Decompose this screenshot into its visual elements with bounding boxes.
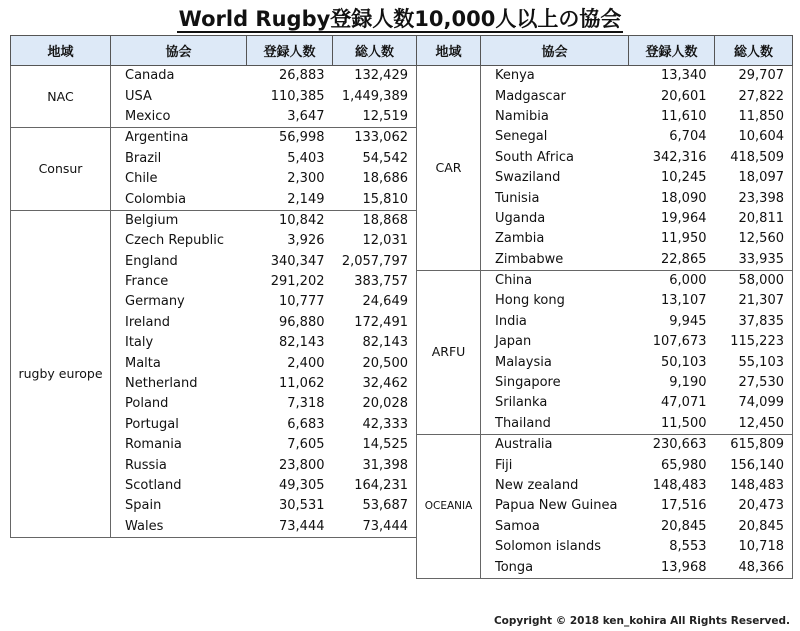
association-cell: Scotland: [111, 476, 247, 496]
registered-cell: 17,516: [661, 498, 707, 514]
table-row: [11, 66, 417, 87]
total-cell: 2,057,797: [333, 252, 417, 272]
registered-cell: 23,800: [279, 457, 325, 473]
registered-cell: 20,601: [661, 88, 707, 104]
total-cell: 164,231: [333, 476, 417, 496]
total-cell: 1,449,389: [333, 86, 417, 106]
association-cell: Madgascar: [481, 86, 629, 106]
total-cell: 132,429: [333, 66, 417, 87]
registered-cell: 47,071: [661, 395, 707, 411]
total-cell: 20,811: [715, 209, 793, 229]
total-cell: 73,444: [333, 517, 417, 538]
region-cell: CAR: [417, 66, 481, 271]
header-association: 協会: [111, 36, 247, 66]
total-cell: 31,398: [333, 455, 417, 475]
registered-cell: 6,000: [629, 270, 715, 291]
total-cell: 20,028: [333, 394, 417, 414]
total-cell: 23,398: [715, 188, 793, 208]
total-cell: 58,000: [715, 270, 793, 291]
association-cell: Malta: [111, 353, 247, 373]
association-cell: Czech Republic: [111, 231, 247, 251]
association-cell: Zambia: [481, 229, 629, 249]
registered-cell: 342,316: [652, 149, 707, 165]
total-cell: 148,483: [715, 476, 793, 496]
registered-cell: 3,647: [247, 107, 333, 128]
association-cell: Ireland: [111, 313, 247, 333]
association-cell: Poland: [111, 394, 247, 414]
total-cell: 12,519: [333, 107, 417, 128]
total-cell: 33,935: [715, 250, 793, 271]
header-registered: 登録人数: [247, 36, 333, 66]
association-cell: Srilanka: [481, 393, 629, 413]
registered-cell: 6,683: [287, 416, 325, 432]
registered-cell: 110,385: [270, 88, 325, 104]
association-cell: Uganda: [481, 209, 629, 229]
registered-cell: 230,663: [629, 435, 715, 456]
total-cell: 27,530: [715, 373, 793, 393]
total-cell: 11,850: [715, 107, 793, 127]
right-table: [416, 35, 793, 579]
total-cell: 133,062: [333, 128, 417, 149]
left-header-row: [11, 36, 417, 66]
total-cell: 10,604: [715, 127, 793, 147]
copyright-notice: Copyright © 2018 ken_kohira All Rights Reserved.: [493, 615, 790, 627]
registered-cell: 96,880: [279, 314, 325, 330]
total-cell: 21,307: [715, 291, 793, 311]
table-row: [11, 210, 417, 231]
total-cell: 48,366: [715, 557, 793, 578]
registered-cell: 50,103: [661, 354, 707, 370]
registered-cell: 291,202: [270, 274, 325, 290]
total-cell: 82,143: [333, 333, 417, 353]
registered-cell: 6,704: [669, 129, 707, 145]
registered-cell: 19,964: [661, 210, 707, 226]
association-cell: Colombia: [111, 189, 247, 210]
registered-cell: 49,305: [279, 478, 325, 493]
region-cell: rugby europe: [11, 210, 111, 537]
association-cell: Swaziland: [481, 168, 629, 188]
total-cell: 18,686: [333, 169, 417, 189]
total-cell: 15,810: [333, 189, 417, 210]
registered-cell: 56,998: [247, 128, 333, 149]
total-cell: 42,333: [333, 415, 417, 435]
association-cell: Spain: [111, 496, 247, 516]
registered-cell: 2,300: [287, 171, 325, 187]
registered-cell: 11,062: [279, 376, 325, 392]
association-cell: Brazil: [111, 149, 247, 169]
total-cell: 615,809: [715, 435, 793, 456]
total-cell: 20,473: [715, 496, 793, 516]
registered-cell: 5,403: [287, 150, 325, 166]
association-cell: Malaysia: [481, 352, 629, 372]
table-row: [417, 270, 793, 291]
total-cell: 12,560: [715, 229, 793, 249]
header-total: 総人数: [715, 36, 793, 66]
registered-cell: 148,483: [652, 478, 707, 493]
association-cell: Samoa: [481, 517, 629, 537]
total-cell: 20,845: [715, 517, 793, 537]
total-cell: 32,462: [333, 374, 417, 394]
header-region: 地域: [11, 36, 111, 66]
association-cell: Argentina: [111, 128, 247, 149]
registered-cell: 18,090: [661, 190, 707, 206]
association-cell: South Africa: [481, 148, 629, 168]
registered-cell: 26,883: [247, 66, 333, 87]
total-cell: 29,707: [715, 66, 793, 87]
total-cell: 18,868: [333, 210, 417, 231]
table-row: [417, 435, 793, 456]
right-header-row: [417, 36, 793, 66]
association-cell: USA: [111, 86, 247, 106]
table-row: [11, 128, 417, 149]
association-cell: Thailand: [481, 414, 629, 435]
association-cell: Italy: [111, 333, 247, 353]
registered-cell: 10,777: [279, 294, 325, 310]
region-cell: OCEANIA: [417, 435, 481, 579]
association-cell: Tunisia: [481, 188, 629, 208]
association-cell: Singapore: [481, 373, 629, 393]
total-cell: 53,687: [333, 496, 417, 516]
association-cell: Germany: [111, 292, 247, 312]
association-cell: Hong kong: [481, 291, 629, 311]
association-cell: Namibia: [481, 107, 629, 127]
association-cell: China: [481, 270, 629, 291]
registered-cell: 3,926: [287, 233, 325, 249]
association-cell: Kenya: [481, 66, 629, 87]
registered-cell: 10,842: [247, 210, 333, 231]
association-cell: Tonga: [481, 557, 629, 578]
registered-cell: 30,531: [279, 498, 325, 514]
header-region: 地域: [417, 36, 481, 66]
total-cell: 18,097: [715, 168, 793, 188]
total-cell: 418,509: [715, 148, 793, 168]
association-cell: India: [481, 312, 629, 332]
association-cell: Romania: [111, 435, 247, 455]
association-cell: Senegal: [481, 127, 629, 147]
registered-cell: 20,845: [661, 518, 707, 534]
registered-cell: 9,945: [669, 313, 707, 329]
region-cell: NAC: [11, 66, 111, 128]
total-cell: 383,757: [333, 272, 417, 292]
registered-cell: 73,444: [247, 517, 333, 538]
registered-cell: 82,143: [279, 335, 325, 351]
header-total: 総人数: [333, 36, 417, 66]
association-cell: Japan: [481, 332, 629, 352]
association-cell: Wales: [111, 517, 247, 538]
association-cell: Zimbabwe: [481, 250, 629, 271]
registered-cell: 13,107: [661, 293, 707, 309]
association-cell: Belgium: [111, 210, 247, 231]
left-table: [10, 35, 417, 538]
total-cell: 12,031: [333, 231, 417, 251]
association-cell: Mexico: [111, 107, 247, 128]
total-cell: 24,649: [333, 292, 417, 312]
total-cell: 10,718: [715, 537, 793, 557]
registered-cell: 7,605: [287, 437, 325, 453]
association-cell: Chile: [111, 169, 247, 189]
association-cell: Solomon islands: [481, 537, 629, 557]
association-cell: Canada: [111, 66, 247, 87]
total-cell: 12,450: [715, 414, 793, 435]
registered-cell: 65,980: [661, 457, 707, 473]
page-title: World Rugby登録人数10,000人以上の協会: [178, 7, 622, 31]
registered-cell: 13,968: [629, 557, 715, 578]
association-cell: Papua New Guinea: [481, 496, 629, 516]
registered-cell: 107,673: [652, 334, 707, 350]
association-cell: Netherland: [111, 374, 247, 394]
association-cell: New zealand: [481, 476, 629, 496]
association-cell: Russia: [111, 455, 247, 475]
region-cell: ARFU: [417, 270, 481, 434]
registered-cell: 340,347: [270, 253, 325, 269]
association-cell: France: [111, 272, 247, 292]
registered-cell: 8,553: [669, 539, 707, 555]
total-cell: 115,223: [715, 332, 793, 352]
registered-cell: 22,865: [629, 250, 715, 271]
association-cell: Fiji: [481, 455, 629, 475]
total-cell: 37,835: [715, 312, 793, 332]
registered-cell: 2,149: [247, 189, 333, 210]
association-cell: Portugal: [111, 415, 247, 435]
total-cell: 54,542: [333, 149, 417, 169]
registered-cell: 7,318: [287, 396, 325, 412]
header-registered: 登録人数: [629, 36, 715, 66]
total-cell: 55,103: [715, 352, 793, 372]
table-row: [417, 66, 793, 87]
total-cell: 14,525: [333, 435, 417, 455]
total-cell: 74,099: [715, 393, 793, 413]
registered-cell: 9,190: [669, 375, 707, 391]
total-cell: 27,822: [715, 86, 793, 106]
registered-cell: 10,245: [661, 170, 707, 186]
registered-cell: 11,950: [661, 231, 707, 247]
total-cell: 172,491: [333, 313, 417, 333]
header-association: 協会: [481, 36, 629, 66]
total-cell: 156,140: [715, 455, 793, 475]
association-cell: Australia: [481, 435, 629, 456]
total-cell: 20,500: [333, 353, 417, 373]
registered-cell: 11,500: [629, 414, 715, 435]
registered-cell: 13,340: [629, 66, 715, 87]
registered-cell: 11,610: [661, 108, 707, 124]
registered-cell: 2,400: [287, 355, 325, 371]
association-cell: England: [111, 252, 247, 272]
region-cell: Consur: [11, 128, 111, 211]
